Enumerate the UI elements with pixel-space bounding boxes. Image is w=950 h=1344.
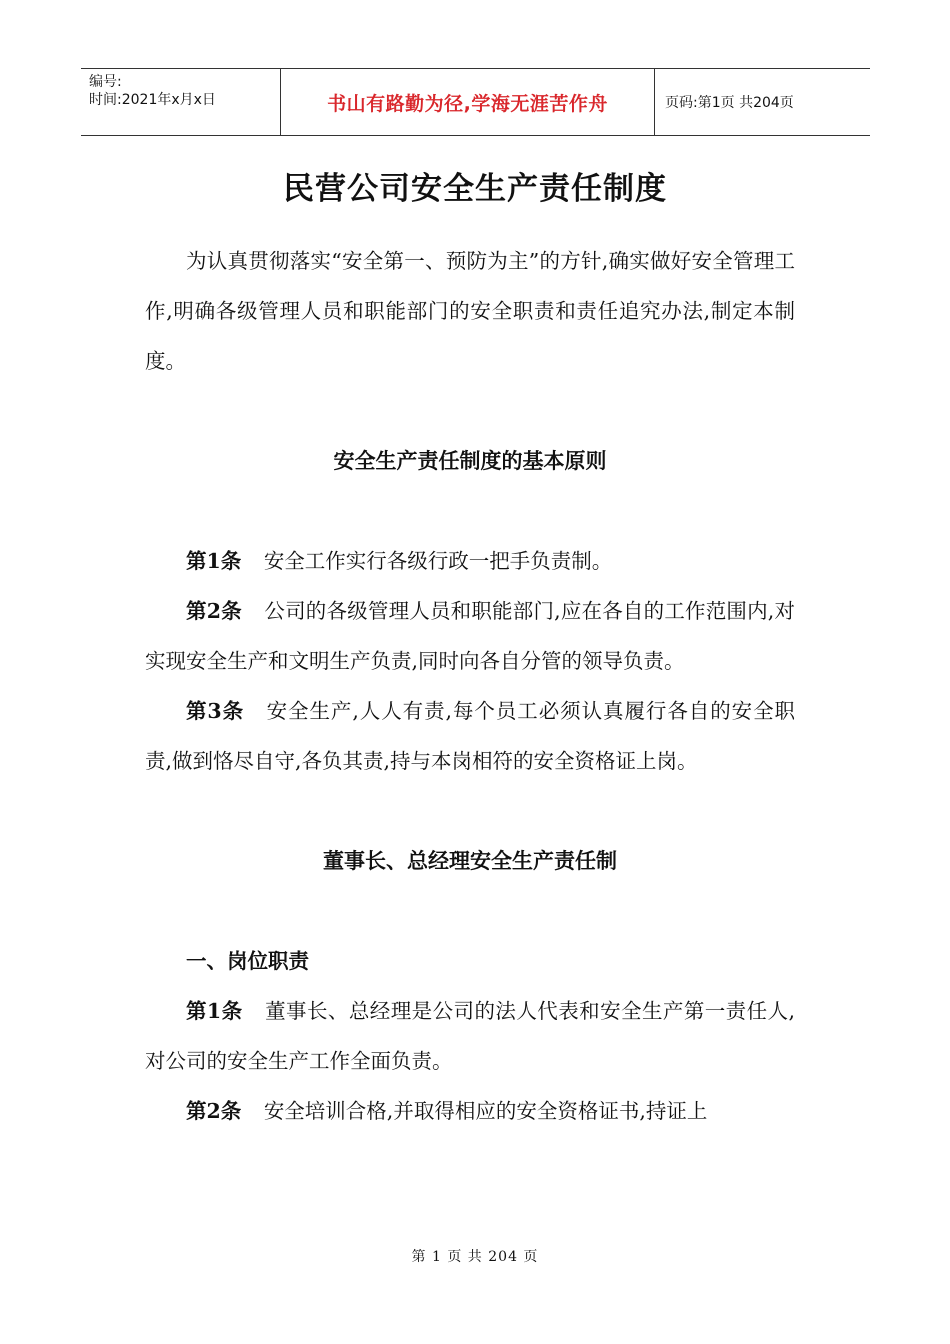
article-label: 第2条 [186, 1099, 242, 1123]
number-label: 编号: [89, 74, 122, 90]
section2-subheading: 一、岗位职责 [186, 949, 309, 973]
article-text: 董事长、总经理是公司的法人代表和安全生产第一责任人,对公司的安全生产工作全面负责。 [145, 999, 796, 1073]
article-text: 安全生产,人人有责,每个员工必须认真履行各自的安全职责,做到恪尽自守,各负其责,持与本岗相符的安全资格证上岗。 [145, 699, 796, 773]
article-text: 安全工作实行各级行政一把手负责制。 [263, 549, 613, 573]
article-label: 第1条 [186, 549, 242, 573]
motto-text: 书山有路勤为径,学海无涯苦作舟 [327, 92, 608, 115]
article-paragraph [145, 986, 795, 1086]
article-label: 第2条 [186, 599, 242, 623]
header-motto [281, 69, 655, 135]
article-paragraph [145, 586, 795, 686]
document-title: 民营公司安全生产责任制度 [283, 171, 667, 207]
article-paragraph [145, 1086, 795, 1136]
document-body [145, 236, 795, 1136]
article-label: 第3条 [186, 699, 245, 723]
article-text: 公司的各级管理人员和职能部门,应在各自的工作范围内,对实现安全生产和文明生产负责,同时向各自分管的领导负责。 [145, 599, 796, 673]
page-footer: 第 1 页 共 204 页 [411, 1249, 539, 1265]
header-page [655, 69, 870, 135]
page-header [81, 68, 870, 136]
article-paragraph [145, 686, 795, 786]
header-meta [81, 69, 281, 135]
section1-heading: 安全生产责任制度的基本原则 [333, 449, 607, 473]
section2-heading: 董事长、总经理安全生产责任制 [323, 849, 617, 873]
time-label: 时间:2021年x月x日 [89, 92, 216, 108]
article-paragraph [145, 536, 795, 586]
article-label: 第1条 [186, 999, 243, 1023]
article-text: 安全培训合格,并取得相应的安全资格证书,持证上 [263, 1099, 708, 1123]
intro-paragraph: 为认真贯彻落实“安全第一、预防为主”的方针,确实做好安全管理工作,明确各级管理人员和职能部门的安全职责和责任追究办法,制定本制度。 [145, 249, 795, 373]
page-label: 页码:第1页 共204页 [665, 95, 794, 111]
